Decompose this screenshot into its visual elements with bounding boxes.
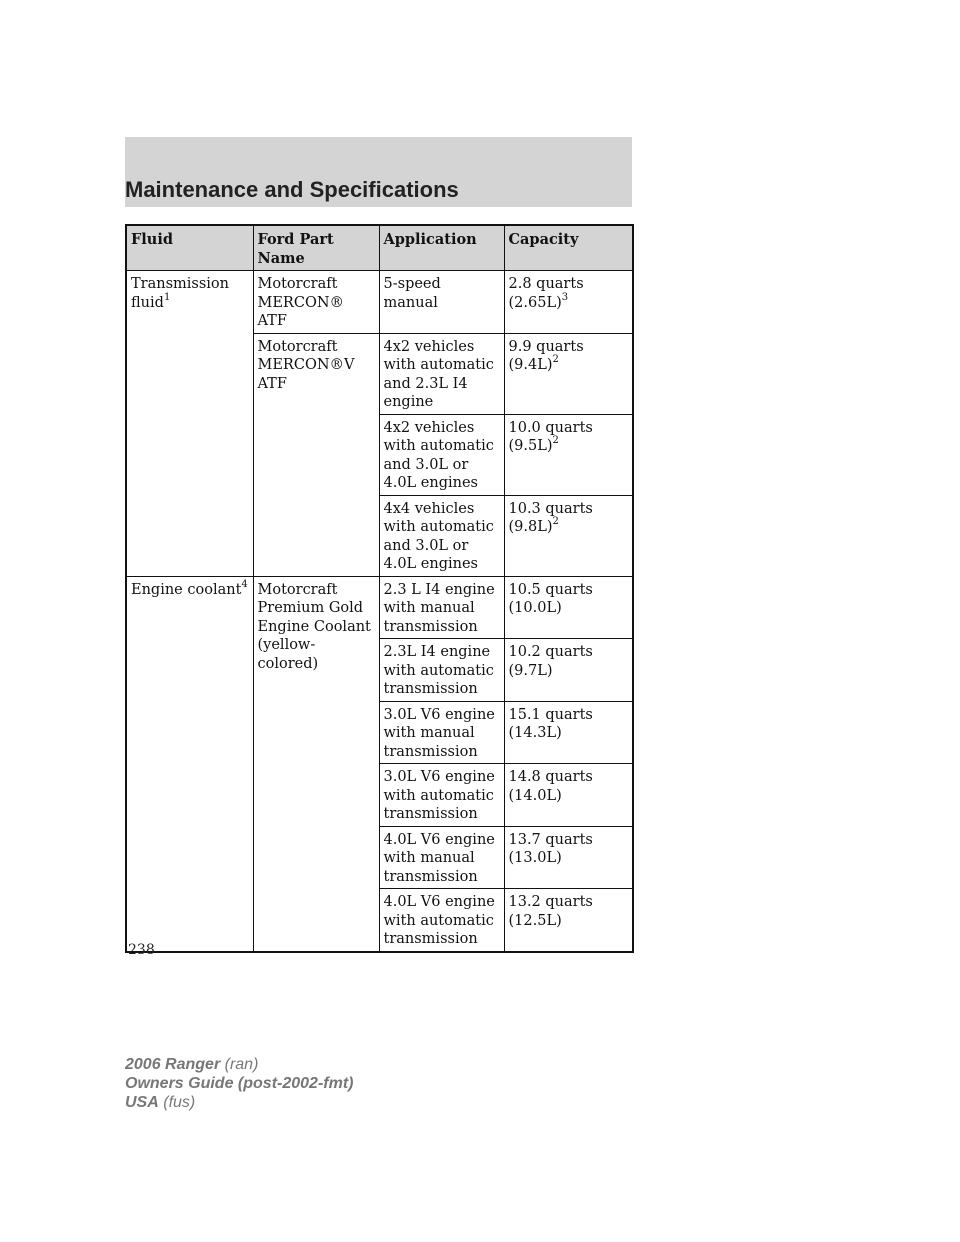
capacity-cell <box>504 495 633 576</box>
application-cell: 4.0L V6 engine with manual transmission <box>379 826 504 889</box>
capacity-cell: 10.2 quarts (9.7L) <box>504 639 633 702</box>
part-name-cell: Motorcraft MERCON® ATF <box>253 271 379 334</box>
column-header-application: Application <box>379 225 504 271</box>
column-header-fluid: Fluid <box>126 225 253 271</box>
footer-market-code: (fus) <box>163 1094 196 1111</box>
capacity-value: 10.3 quarts (9.8L) <box>508 500 593 535</box>
part-name-cell: Motorcraft Premium Gold Engine Coolant (yellow-colored) <box>253 576 379 952</box>
capacity-cell: 15.1 quarts (14.3L) <box>504 701 633 764</box>
footer-model-code: (ran) <box>224 1056 259 1073</box>
capacity-cell: 13.7 quarts (13.0L) <box>504 826 633 889</box>
footnote-ref: 1 <box>163 291 171 303</box>
application-cell: 3.0L V6 engine with automatic transmission <box>379 764 504 827</box>
application-cell: 2.3L I4 engine with automatic transmission <box>379 639 504 702</box>
application-cell: 4x4 vehicles with automatic and 3.0L or 4.0L engines <box>379 495 504 576</box>
page-number: 238 <box>128 942 155 958</box>
footnote-ref: 3 <box>561 291 569 303</box>
application-cell: 4x2 vehicles with automatic and 2.3L I4 engine <box>379 333 504 414</box>
capacity-cell: 14.8 quarts (14.0L) <box>504 764 633 827</box>
capacity-value: 9.9 quarts (9.4L) <box>508 338 584 373</box>
section-title: Maintenance and Specifications <box>125 177 459 202</box>
column-header-ford-part-name: Ford Part Name <box>253 225 379 271</box>
footer-model: 2006 Ranger <box>125 1056 221 1073</box>
footnote-ref: 4 <box>241 578 248 590</box>
footnote-ref: 2 <box>552 516 559 528</box>
application-cell: 4.0L V6 engine with automatic transmission <box>379 889 504 952</box>
application-cell: 5-speed manual <box>379 271 504 334</box>
table-row <box>126 271 633 334</box>
part-name-cell: Motorcraft MERCON®V ATF <box>253 333 379 576</box>
footnote-ref: 2 <box>552 354 559 366</box>
application-cell: 2.3 L I4 engine with manual transmission <box>379 576 504 639</box>
application-cell: 3.0L V6 engine with manual transmission <box>379 701 504 764</box>
fluid-capacity-table <box>125 224 634 953</box>
table-header-row <box>126 225 633 271</box>
capacity-cell: 13.2 quarts (12.5L) <box>504 889 633 952</box>
footnote-ref: 2 <box>552 435 559 447</box>
fluid-label: Transmission fluid <box>131 276 230 311</box>
column-header-capacity: Capacity <box>504 225 633 271</box>
capacity-cell: 10.5 quarts (10.0L) <box>504 576 633 639</box>
capacity-value: 2.8 quarts (2.65L) <box>508 276 584 311</box>
fluid-label: Engine coolant <box>131 581 242 598</box>
fluid-cell <box>126 576 253 952</box>
footer-guide-name: Owners Guide (post-2002-fmt) <box>125 1075 354 1092</box>
capacity-cell <box>504 414 633 495</box>
capacity-cell <box>504 271 633 334</box>
table-row <box>126 576 633 639</box>
application-cell: 4x2 vehicles with automatic and 3.0L or 4.0L engines <box>379 414 504 495</box>
capacity-value: 10.0 quarts (9.5L) <box>508 419 593 454</box>
document-footer <box>125 1055 353 1112</box>
fluid-cell <box>126 271 253 577</box>
footer-market: USA <box>125 1094 159 1111</box>
capacity-cell <box>504 333 633 414</box>
